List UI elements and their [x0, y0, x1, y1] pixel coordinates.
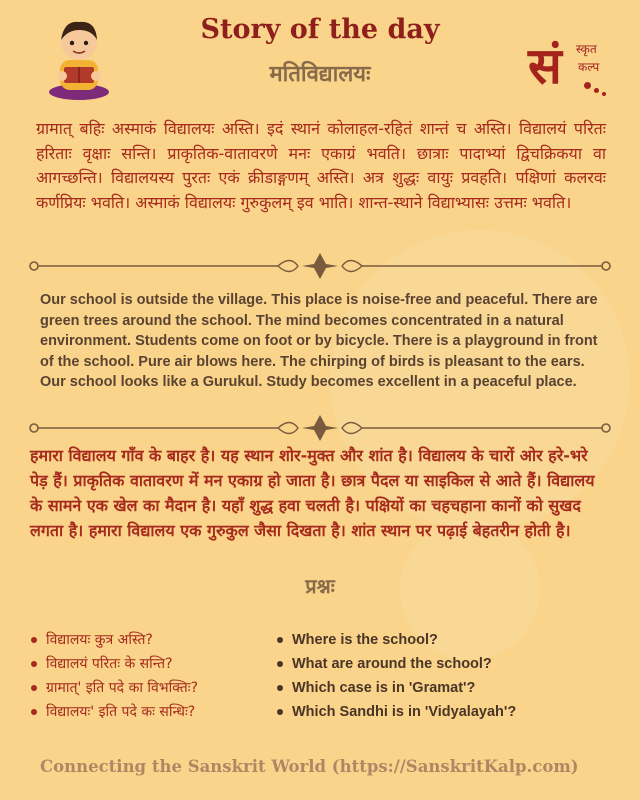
logo-dot: [584, 82, 591, 89]
ornamental-divider: [28, 251, 612, 281]
question-text: विद्यालयः' इति पदे कः सन्धिः?: [46, 704, 196, 720]
sanskrit-story-paragraph: ग्रामात् बहिः अस्माकं विद्यालयः अस्ति। इदं स्थानं कोलाहल-रहितं शान्तं च अस्ति। विद्यालयं परितः हरिताः वृक्षाः सन्ति। प्राकृतिक-वातावरणे मनः एकाग्रं भवति। छात्राः पादाभ्यां द्विचक्रिकया वा आगच्छन्ति। विद्यालयस्य पुरतः एकं क्रीडाङ्गणम् अस्ति। अत्र शुद्धः वायुः प्रवहति। पक्षिणां कलरवः कर्णप्रियः भवति। अस्माकं विद्यालयः गुरुकुलम् इव भाति। शान्त-स्थाने विद्याभ्यासः उत्तमः भवति।: [36, 119, 606, 212]
question-text: Where is the school?: [292, 632, 438, 648]
list-item: [30, 700, 270, 724]
ornamental-divider: [28, 413, 612, 443]
english-story-paragraph: Our school is outside the village. This place is noise-free and peaceful. There are green trees around the school. The mind becomes concentrated in a natural environment. Students come on foot or by bicycle. There is a playground in front of the school. Pure air blows here. The chirping of birds is pleasant to the ears. Our school looks like a Gurukul. Study becomes excellent in a peaceful place.: [40, 292, 598, 390]
question-text: Which case is in 'Gramat'?: [292, 680, 476, 696]
sanskrit-questions-list: [30, 628, 270, 724]
question-text: What are around the school?: [292, 656, 492, 672]
logo-main-glyph: सं: [528, 37, 562, 95]
bullet-icon: [277, 637, 283, 643]
sanskritkalp-logo: [528, 36, 618, 106]
bullet-icon: [31, 709, 37, 715]
bullet-icon: [31, 685, 37, 691]
footer-tagline: Connecting the Sanskrit World (https://SanskritKalp.com): [40, 757, 579, 776]
list-item: [276, 676, 596, 700]
list-item: [276, 700, 596, 724]
bullet-icon: [277, 685, 283, 691]
english-questions-list: [276, 628, 596, 724]
question-text: विद्यालयं परितः के सन्ति?: [46, 656, 173, 672]
story-title: मतिविद्यालयः: [269, 62, 371, 87]
question-text: ग्रामात्' इति पदे का विभक्तिः?: [46, 680, 199, 696]
bullet-icon: [31, 661, 37, 667]
list-item: [276, 652, 596, 676]
list-item: [30, 652, 270, 676]
logo-text-line2: कल्प: [578, 60, 600, 74]
bullet-icon: [31, 637, 37, 643]
list-item: [30, 628, 270, 652]
list-item: [276, 628, 596, 652]
logo-dot: [602, 92, 606, 96]
hindi-story-paragraph: हमारा विद्यालय गाँव के बाहर है। यह स्थान शोर-मुक्त और शांत है। विद्यालय के चारों ओर हरे-भरे पेड़ हैं। प्राकृतिक वातावरण में मन एकाग्र हो जाता है। छात्र पैदल या साइकिल से आते हैं। विद्यालय के सामने एक खेल का मैदान है। यहाँ शुद्ध हवा चलती है। पक्षियों का चहचहाना कानों को सुखद लगता है। हमारा विद्यालय एक गुरुकुल जैसा दिखता है। शांत स्थान पर पढ़ाई बेहतरीन होती है।: [30, 446, 595, 540]
question-text: विद्यालयः कुत्र अस्ति?: [46, 632, 153, 648]
questions-heading: प्रश्नः: [305, 574, 335, 598]
bullet-icon: [277, 709, 283, 715]
list-item: [30, 676, 270, 700]
logo-text-line1: स्कृत: [576, 42, 597, 56]
bullet-icon: [277, 661, 283, 667]
logo-dot: [594, 88, 599, 93]
question-text: Which Sandhi is in 'Vidyalayah'?: [292, 704, 517, 720]
page-title: Story of the day: [200, 14, 440, 45]
